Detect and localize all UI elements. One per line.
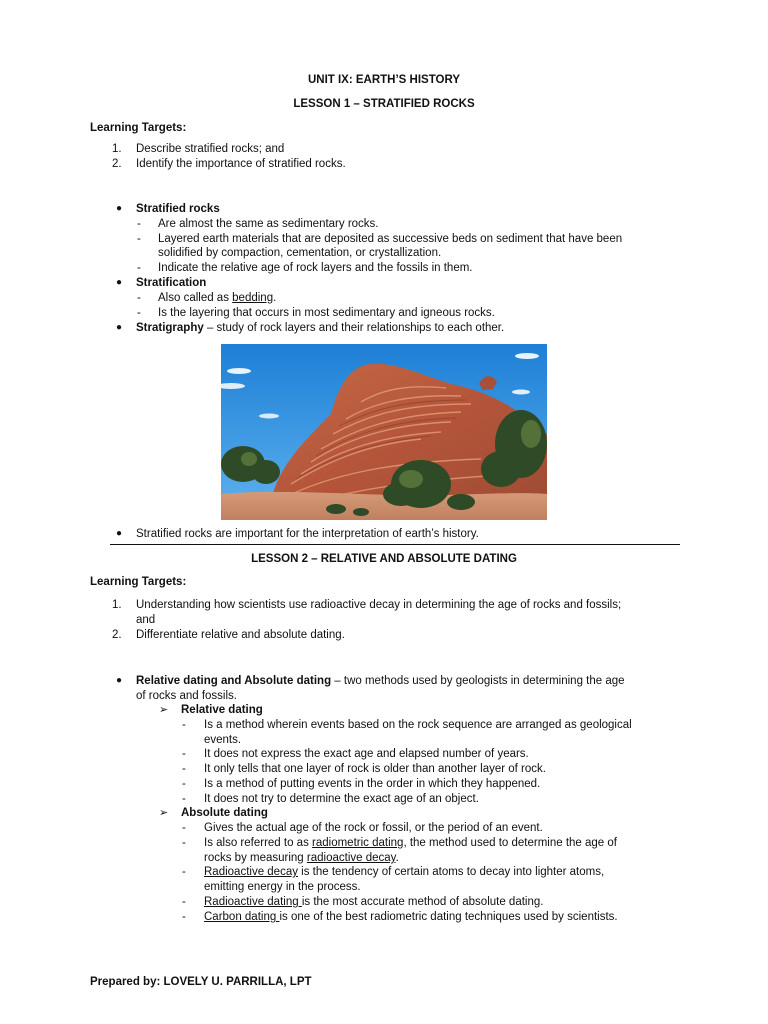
list-item: Layered earth materials that are deposited as successive beds on sediment that have been	[158, 233, 623, 245]
importance-text: Stratified rocks are important for the interpretation of earth’s history.	[136, 528, 479, 540]
target-number: 1.	[112, 143, 122, 155]
section-divider	[110, 544, 680, 545]
target-text: Describe stratified rocks; and	[136, 143, 285, 155]
arrow-bullet-icon: ➢	[159, 807, 169, 819]
term-carbon-dating: Carbon dating	[204, 911, 280, 923]
list-item-continuation: emitting energy in the process.	[204, 881, 361, 893]
target-text: Understanding how scientists use radioactive decay in determining the age of rocks and fossils;	[136, 599, 622, 611]
bullet-icon: ●	[116, 203, 123, 214]
list-item: Gives the actual age of the rock or fossil, or the period of an event.	[204, 822, 543, 834]
dash-icon: -	[137, 218, 141, 230]
target-number: 2.	[112, 158, 122, 170]
arrow-bullet-icon: ➢	[159, 704, 169, 716]
lesson1-title: LESSON 1 – STRATIFIED ROCKS	[293, 98, 475, 110]
list-item: Is a method of putting events in the order in which they happened.	[204, 778, 541, 790]
stratified-rock-photo	[221, 344, 547, 520]
dash-icon: -	[182, 748, 186, 760]
dash-icon: -	[182, 793, 186, 805]
relative-dating-title: Relative dating	[181, 704, 263, 716]
lesson2-targets-label: Learning Targets:	[90, 576, 187, 588]
term-radioactive-decay: Radioactive decay	[204, 866, 298, 878]
methods-line-continuation: of rocks and fossils.	[136, 690, 237, 702]
target-text: Identify the importance of stratified rocks.	[136, 158, 346, 170]
dash-icon: -	[182, 719, 186, 731]
list-item-continuation: rocks by measuring radioactive decay.	[204, 852, 399, 864]
lesson1-targets-label: Learning Targets:	[90, 122, 187, 134]
unit-title: UNIT IX: EARTH’S HISTORY	[307, 74, 461, 86]
list-item: Is also referred to as radiometric dating, the method used to determine the age of	[204, 837, 617, 849]
stratified-title: Stratified rocks	[136, 203, 220, 215]
dash-icon: -	[137, 292, 141, 304]
list-item: Also called as bedding.	[158, 292, 277, 304]
methods-line: Relative dating and Absolute dating – two methods used by geologists in determining the age	[136, 675, 625, 687]
list-item: Radioactive decay is the tendency of certain atoms to decay into lighter atoms,	[204, 866, 605, 878]
list-item: Are almost the same as sedimentary rocks.	[158, 218, 379, 230]
stratigraphy-line: Stratigraphy – study of rock layers and their relationships to each other.	[136, 322, 505, 334]
dash-icon: -	[137, 262, 141, 274]
bullet-icon: ●	[116, 277, 123, 288]
list-item: Radioactive dating is the most accurate method of absolute dating.	[204, 896, 544, 908]
list-item: Carbon dating is one of the best radiometric dating techniques used by scientists.	[204, 911, 618, 923]
absolute-dating-title: Absolute dating	[181, 807, 268, 819]
list-item: It does not try to determine the exact age of an object.	[204, 793, 479, 805]
target-text: Differentiate relative and absolute dating.	[136, 629, 345, 641]
term-bedding: bedding	[232, 292, 274, 304]
dash-icon: -	[182, 911, 186, 923]
list-item: Indicate the relative age of rock layers and the fossils in them.	[158, 262, 473, 274]
bullet-icon: ●	[116, 675, 123, 686]
dash-icon: -	[182, 896, 186, 908]
dash-icon: -	[137, 307, 141, 319]
list-item-continuation: events.	[204, 734, 242, 746]
dash-icon: -	[137, 233, 141, 245]
bullet-icon: ●	[116, 528, 123, 539]
list-item: It does not express the exact age and elapsed number of years.	[204, 748, 529, 760]
dash-icon: -	[182, 866, 186, 878]
target-number: 2.	[112, 629, 122, 641]
list-item: Is the layering that occurs in most sedimentary and igneous rocks.	[158, 307, 495, 319]
list-item: Is a method wherein events based on the rock sequence are arranged as geological	[204, 719, 632, 731]
list-item-continuation: solidified by compaction, cementation, or crystallization.	[158, 247, 442, 259]
term-radiometric-dating: radiometric dating	[312, 837, 404, 849]
target-number: 1.	[112, 599, 122, 611]
dash-icon: -	[182, 763, 186, 775]
stratification-title: Stratification	[136, 277, 207, 289]
dash-icon: -	[182, 822, 186, 834]
bullet-icon: ●	[116, 322, 123, 333]
list-item: It only tells that one layer of rock is older than another layer of rock.	[204, 763, 546, 775]
dash-icon: -	[182, 837, 186, 849]
footer-prepared-by: Prepared by: LOVELY U. PARRILLA, LPT	[90, 976, 312, 988]
dash-icon: -	[182, 778, 186, 790]
target-text-continuation: and	[136, 614, 156, 626]
lesson2-title: LESSON 2 – RELATIVE AND ABSOLUTE DATING	[251, 553, 517, 565]
term-radioactive-dating: Radioactive dating	[204, 896, 302, 908]
term-radioactive-decay: radioactive decay	[306, 852, 396, 864]
